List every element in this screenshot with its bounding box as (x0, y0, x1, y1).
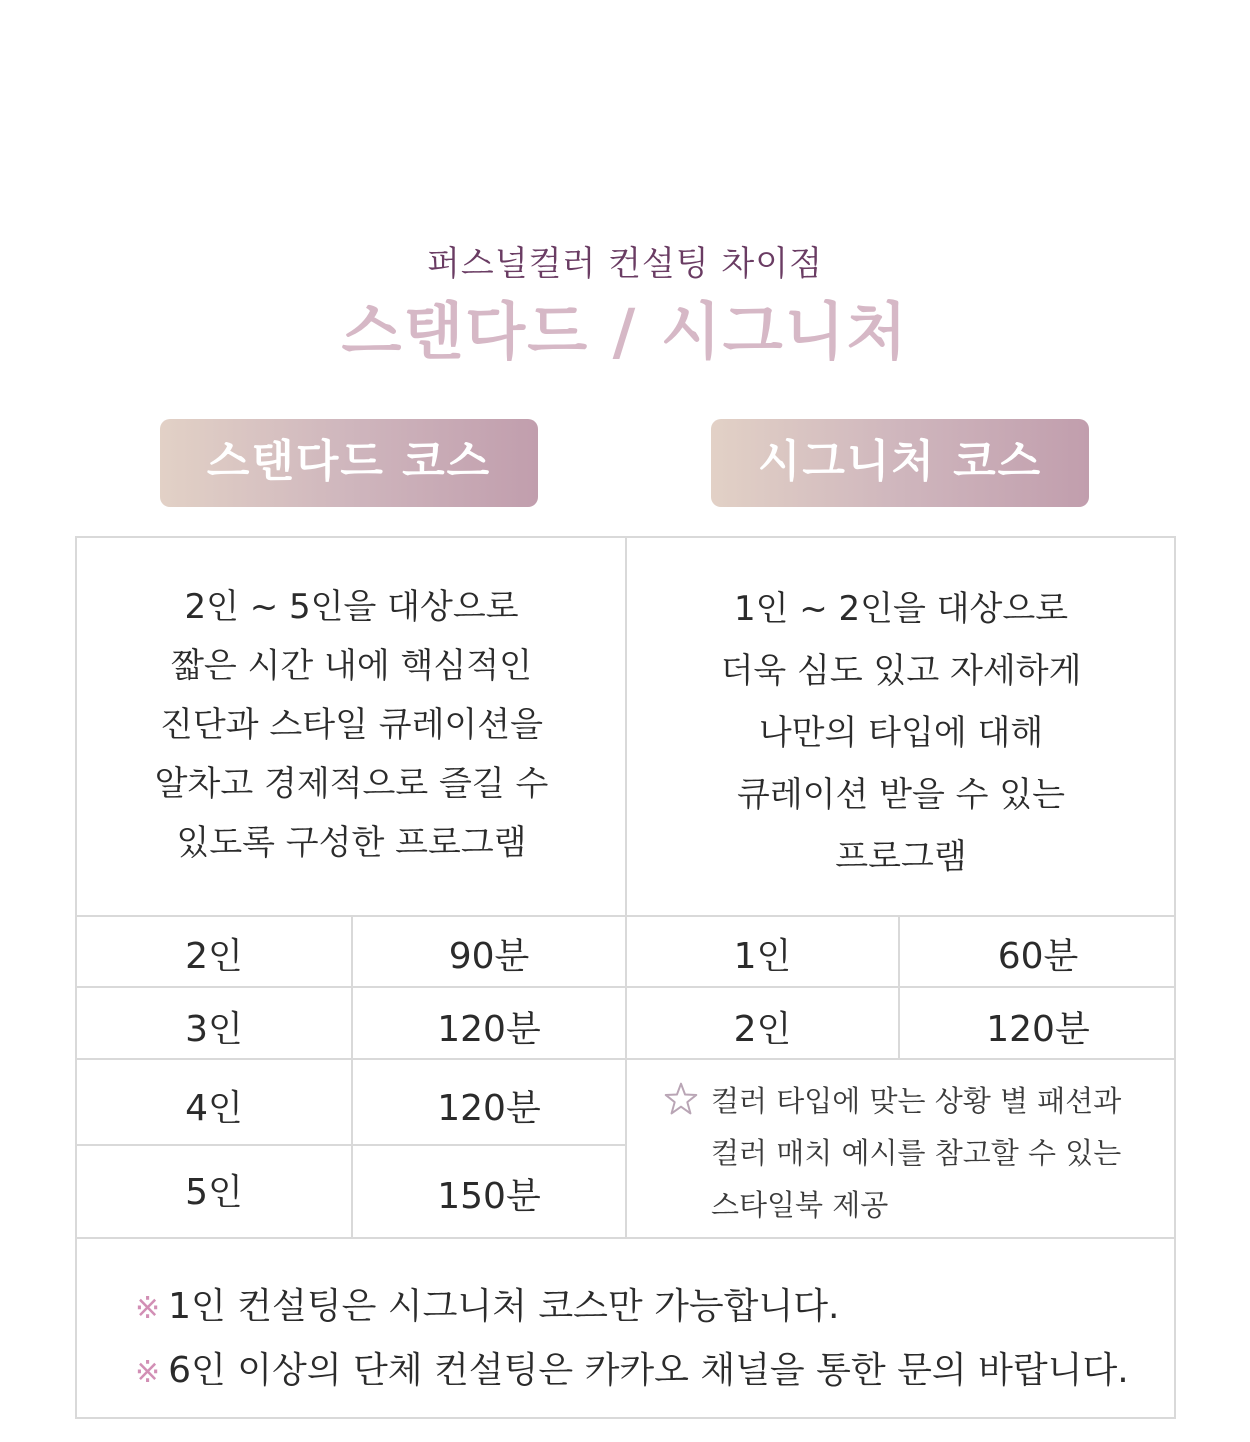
note-line: 스타일북 제공 (711, 1188, 889, 1222)
note-line: 컬러 매치 예시를 참고할 수 있는 (711, 1136, 1122, 1170)
signature-time-cell: 60분 (997, 936, 1079, 977)
standard-course-button[interactable]: 스탠다드 코스 (160, 419, 538, 507)
description-line: 1인 ~ 2인을 대상으로 (733, 589, 1069, 629)
description-line: 진단과 스타일 큐레이션을 (160, 705, 543, 745)
footnotes (135, 1276, 1155, 1404)
footnote-text: 6인 이상의 단체 컨설팅은 카카오 채널을 통한 문의 바랍니다. (168, 1350, 1129, 1391)
star-outline-icon (663, 1081, 699, 1117)
reference-mark-icon: ※ (135, 1355, 161, 1390)
description-line: 알차고 경제적으로 즐길 수 (154, 764, 549, 804)
standard-people-cell: 3인 (185, 1009, 243, 1050)
standard-time-cell: 90분 (448, 936, 530, 977)
description-line: 프로그램 (835, 837, 967, 877)
signature-description (626, 578, 1176, 888)
standard-people-cell: 5인 (185, 1172, 243, 1213)
standard-time-cell: 120분 (437, 1088, 541, 1129)
signature-people-cell: 1인 (733, 936, 792, 977)
description-line: 나만의 타입에 대해 (758, 713, 1044, 753)
standard-description (77, 578, 626, 873)
footnote-item (135, 1276, 1155, 1340)
description-line: 있도록 구성한 프로그램 (176, 823, 527, 863)
row-divider-2 (77, 1058, 1176, 1060)
note-line: 컬러 타입에 맞는 상황 별 패션과 (711, 1084, 1122, 1118)
description-line: 큐레이션 받을 수 있는 (736, 775, 1066, 815)
page-title: 스탠다드 / 시그니처 (341, 295, 909, 368)
standard-time-cell: 120분 (437, 1009, 541, 1050)
row-divider-3 (77, 1144, 626, 1146)
page-subtitle: 퍼스널컬러 컨설팅 차이점 (427, 244, 823, 284)
standard-people-cell: 4인 (185, 1088, 243, 1129)
standard-people-cell: 2인 (185, 936, 243, 977)
description-line: 2인 ~ 5인을 대상으로 (184, 587, 519, 627)
description-line: 더욱 심도 있고 자세하게 (720, 651, 1082, 691)
description-line: 짧은 시간 내에 핵심적인 (171, 646, 532, 686)
standard-time-cell: 150분 (437, 1176, 541, 1217)
footer-divider (77, 1237, 1176, 1239)
signature-course-button[interactable]: 시그니처 코스 (711, 419, 1089, 507)
signature-people-cell: 2인 (733, 1009, 792, 1050)
header-row-divider (77, 915, 1176, 917)
signature-time-cell: 120분 (986, 1009, 1090, 1050)
footnote-item (135, 1340, 1155, 1404)
row-divider-1 (77, 986, 1176, 988)
reference-mark-icon: ※ (135, 1291, 161, 1326)
footnote-text: 1인 컨설팅은 시그니처 코스만 가능합니다. (168, 1286, 840, 1327)
